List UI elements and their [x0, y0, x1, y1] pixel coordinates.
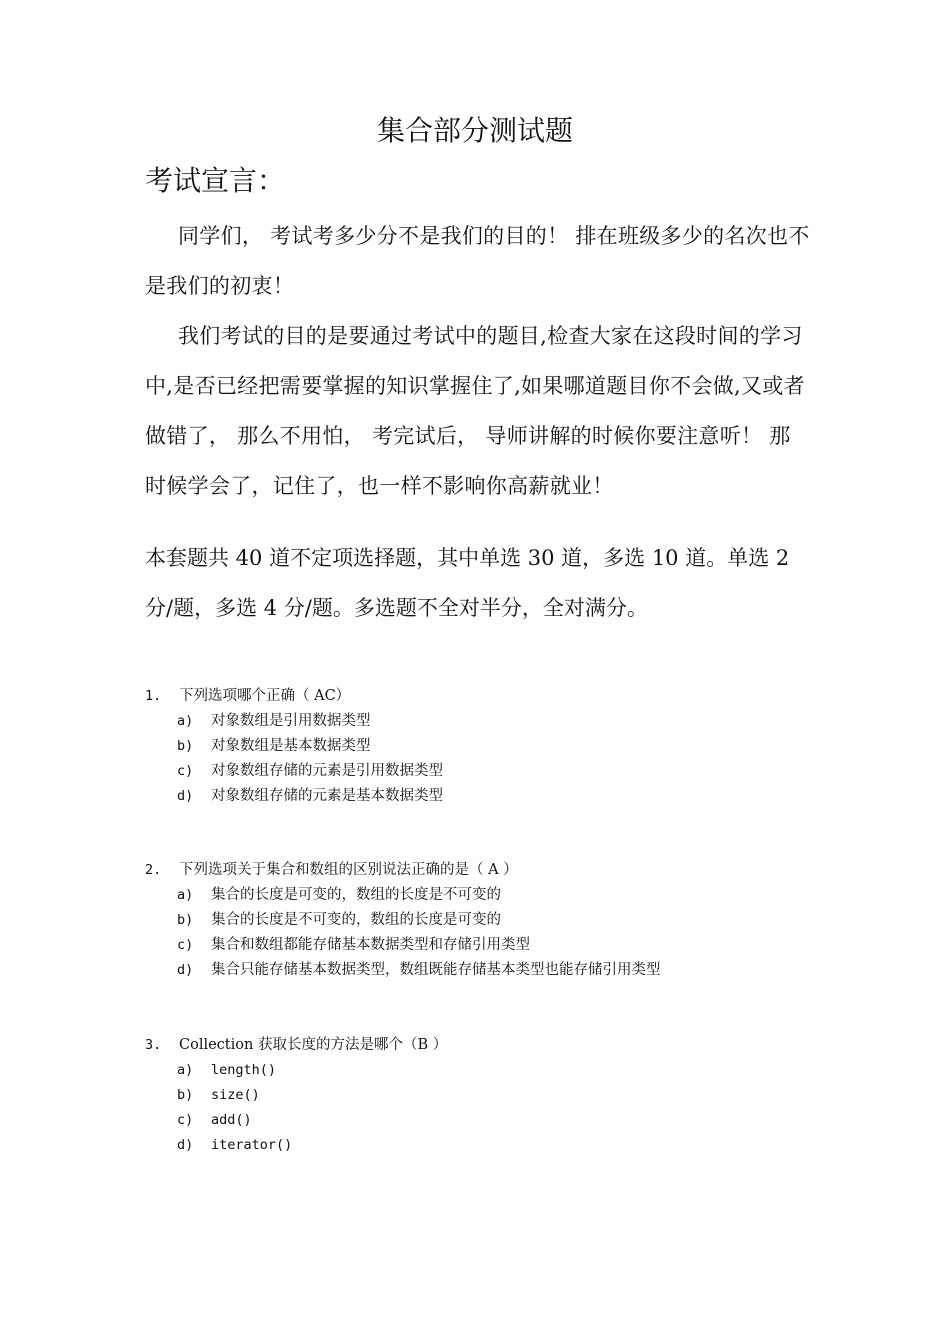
question-stem [145, 684, 845, 709]
option-c [177, 933, 845, 958]
option-text: 对象数组是基本数据类型 [211, 738, 371, 754]
option-text: 集合的长度是可变的，数组的长度是不可变的 [211, 887, 501, 903]
option-text: 集合只能存储基本数据类型，数组既能存储基本类型也能存储引用类型 [211, 962, 661, 978]
option-text: length() [211, 1062, 277, 1078]
option-label: c) [177, 937, 194, 953]
question-text: Collection 获取长度的方法是哪个（B ） [179, 1037, 448, 1053]
option-label: a) [177, 1062, 194, 1078]
option-d [177, 958, 845, 983]
option-b [177, 734, 845, 759]
option-label: d) [177, 962, 194, 978]
question-stem [145, 1033, 845, 1058]
option-label: b) [177, 738, 194, 754]
option-label: a) [177, 713, 194, 729]
option-d [177, 784, 845, 809]
declaration-paragraph-2: 我们考试的目的是要通过考试中的题目,检查大家在这段时间的学习中,是否已经把需要掌握的知识掌握住了,如果哪道题目你不会做,又或者做错了， 那么不用怕， 考完试后， 导师讲解的时候你要注意听！ 那时候学会了，记住了，也一样不影响你高薪就业！ [145, 324, 805, 498]
option-a [177, 1058, 845, 1083]
option-list [145, 1058, 845, 1158]
option-label: b) [177, 912, 194, 928]
question-text: 下列选项哪个正确（ AC） [179, 688, 351, 704]
question-number: 2. [145, 862, 162, 878]
option-label: c) [177, 1112, 194, 1128]
question-number: 3. [145, 1037, 162, 1053]
question-3 [145, 1033, 845, 1158]
question-1 [145, 684, 845, 809]
option-c [177, 759, 845, 784]
option-b [177, 1083, 845, 1108]
question-number: 1. [145, 688, 162, 704]
option-text: iterator() [211, 1137, 293, 1153]
declaration-paragraph-1: 同学们， 考试考多少分不是我们的目的！ 排在班级多少的名次也不是我们的初衷！ [145, 224, 810, 298]
option-label: a) [177, 887, 194, 903]
option-text: 集合的长度是不可变的，数组的长度是可变的 [211, 912, 501, 928]
question-text: 下列选项关于集合和数组的区别说法正确的是（ A ） [179, 862, 518, 878]
option-label: c) [177, 763, 194, 779]
option-d [177, 1133, 845, 1158]
option-a [177, 883, 845, 908]
exam-instructions: 本套题共 40 道不定项选择题，其中单选 30 道，多选 10 道。单选 2 分/题，多选 4 分/题。多选题不全对半分，全对满分。 [145, 546, 790, 620]
option-a [177, 709, 845, 734]
option-text: 集合和数组都能存储基本数据类型和存储引用类型 [211, 937, 530, 953]
question-stem [145, 858, 845, 883]
option-text: 对象数组存储的元素是基本数据类型 [211, 788, 443, 804]
option-list [145, 883, 845, 983]
document-title: 集合部分测试题 [376, 114, 573, 147]
question-2 [145, 858, 845, 983]
option-text: add() [211, 1112, 252, 1128]
option-b [177, 908, 845, 933]
option-list [145, 709, 845, 809]
option-text: 对象数组存储的元素是引用数据类型 [211, 763, 443, 779]
option-text: size() [211, 1087, 260, 1103]
exam-declaration-heading: 考试宣言： [145, 164, 286, 197]
option-label: d) [177, 1137, 194, 1153]
option-c [177, 1108, 845, 1133]
option-text: 对象数组是引用数据类型 [211, 713, 371, 729]
option-label: d) [177, 788, 194, 804]
option-label: b) [177, 1087, 194, 1103]
